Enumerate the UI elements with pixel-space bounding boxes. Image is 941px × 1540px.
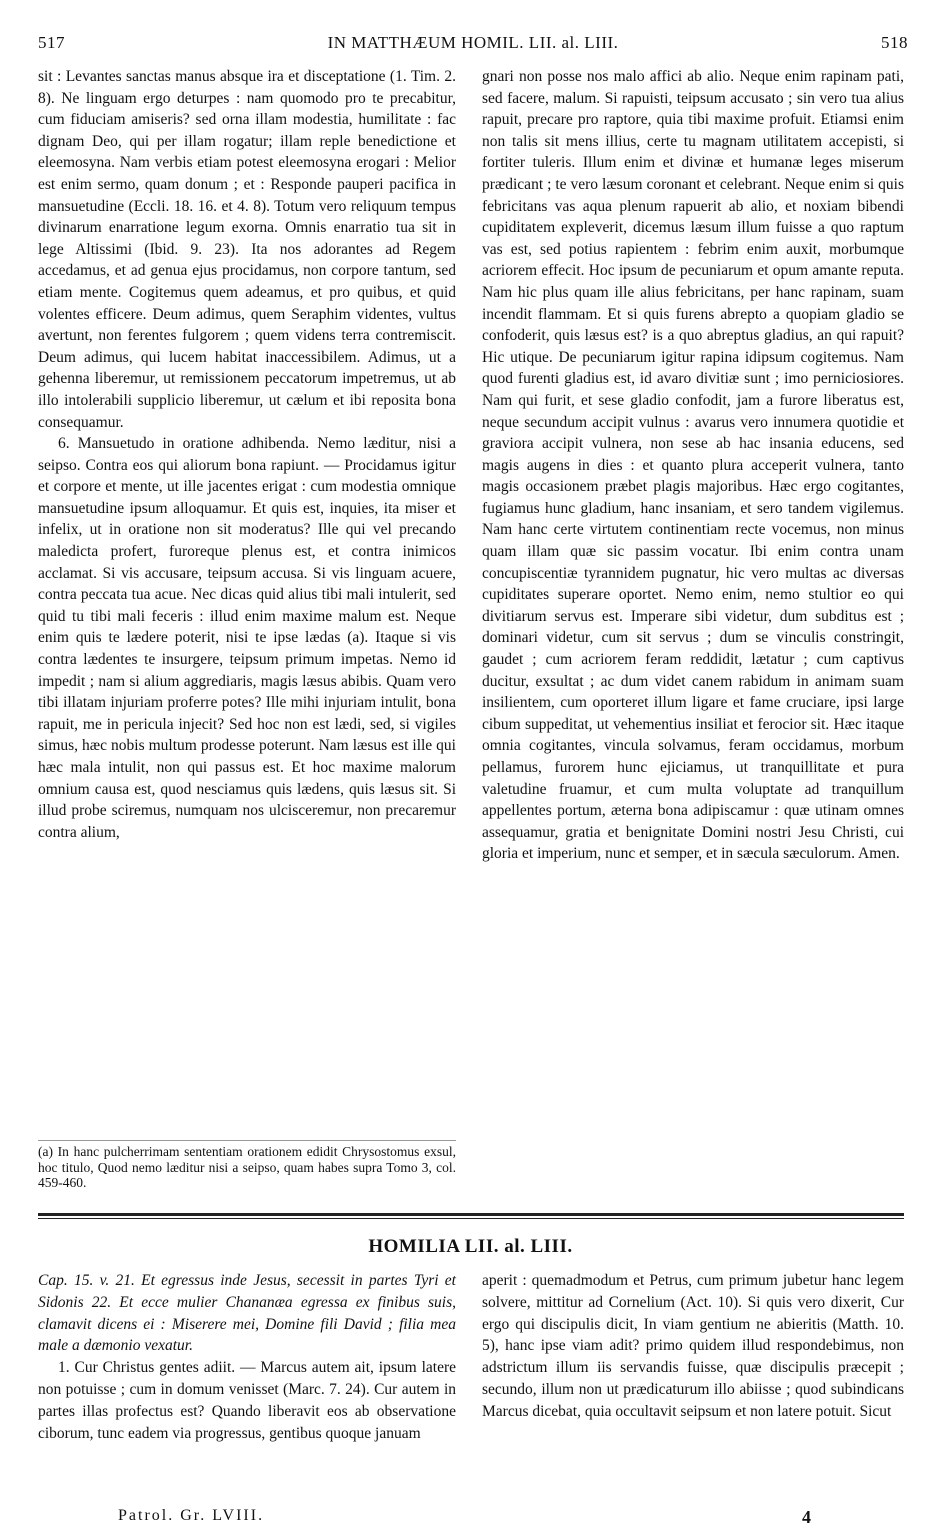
footnote: (a) In hanc pulcherrimam sententiam orationem edidit Chrysostomus exsul, hoc titulo, Quod nemo læditur nisi a seipso, quam habes supra Tomo 3, col. 459-460. — [38, 1140, 456, 1191]
homily-right-body: aperit : quemadmodum et Petrus, cum primum jubetur hanc legem solvere, mittitur ad Cornelium (Act. 10). Si quis vero dixerit, Cur ergo qui discipulis dicit, In viam gentium ne abieritis (Matth. 10. 5), hanc ipse viam adit? primo quidem illud respondebimus, non adstrictum illum iis servandis fuisse, quæ discipulis præcepit ; secundo, illum non ut prædicaturum illo abiisse ; quod subindicans Marcus dicebat, quia occultavit seipsum et non latere potuit. Sicut — [482, 1272, 904, 1420]
signature-mark: 4 — [802, 1507, 811, 1527]
homily-left-column — [38, 1270, 456, 1444]
collection-footer: Patrol. Gr. LVIII. — [118, 1507, 265, 1524]
section-divider — [38, 1213, 904, 1219]
running-header — [38, 33, 908, 59]
running-title: IN MATTHÆUM HOMIL. LII. al. LIII. — [327, 33, 619, 52]
left-paragraph-1: sit : Levantes sanctas manus absque ira et disceptatione (1. Tim. 2. 8). Ne linguam ergo deturpes : nam quomodo pro te precabitur, cum fiduciam amiseris? sed orna illam modestia, humilitate : fac dignam Deo, qui per illam rogatur; illam reple benedictione et eleemosyna. Nam verbis etiam potest eleemosyna erogari : Melior est enim sermo, quam donum ; et : Responde pauperi pacifica in mansuetudine (Eccli. 18. 16. et 4. 8). Totum vero reliquum tempus divinarum enarratione legum exorna. Omnis enarratio tua sit in lege Altissimi (Ibid. 9. 23). Ita nos adorantes ad Regem accedamus, et ad genua ejus procidamus, non corpore tantum, sed etiam mente. Cogitemus quem adeamus, et pro quibus, et quid volentes efficere. Deum adimus, quem Seraphim videntes, vultus avertunt, non ferentes fulgorem ; quem videns terra contremiscit. Deum adimus, qui lucem habitat inaccessibilem. Adimus, ut a gehenna liberemur, ut remissionem peccatorum impetremus, ut ab illo intolerabili supplicio liberemur, ut cælum et ibi reposita bona consequamur. — [38, 68, 456, 431]
right-column — [482, 66, 904, 865]
page-number-left: 517 — [38, 33, 65, 52]
homily-title: HOMILIA LII. al. LIII. — [368, 1236, 573, 1257]
left-column — [38, 66, 456, 843]
page-number-right: 518 — [881, 33, 908, 52]
homily-right-column — [482, 1270, 904, 1423]
homily-left-body: 1. Cur Christus gentes adiit. — Marcus autem ait, ipsum latere non potuisse ; cum in domum venisset (Marc. 7. 24). Cur autem in partes illas profectus est? Quando liberavit eos ab observatione ciborum, tunc eadem via progressus, gentibus quoque januam — [38, 1359, 456, 1442]
right-paragraph-1: gnari non posse nos malo affici ab alio. Neque enim rapinam pati, sed facere, malum. Si rapuisti, teipsum accusato ; sin vero tua alius rapuit, precare pro raptore, quia tibi maxime profuit. Etiamsi enim non talis sit mens illius, certe tu magnam utilitatem accepisti, si fortiter tuleris. Illum enim et divinæ et humanæ leges miserum prædicant ; te vero læsum coronant et celebrant. Neque enim si quis febricitans vas aqua plenum rapuerit ab alio, et noxiam bibendi cupiditatem expleverit, dicemus læsum illum fuisse a quo raptum vas est, sed potius rapientem : febrim enim auxit, morbumque acriorem effecit. Hoc ipsum de pecuniarum et opum amante reputa. Nam hic plus quam ille alius febricitans, per hanc rapinam, suam incendit flammam. Et si quis furens abrepto a quopiam gladio se confoderit, quis læsus est? is a quo abreptus gladius, an qui rapuit? Hic utique. De pecuniarum igitur rapina idipsum cogitemus. Nam quod furenti gladius est, id avaro divitiæ sunt ; imo perniciosiores. Nam qui furit, et sese gladio confodit, jam a furore liberatus est, neque secundum accipit vulnus : avarus vero innumera quotidie et graviora accipit vulnera, non sese ab hac insania educens, sed magis augens in dies : et quanto plura acceperit vulnera, tanto magis occasionem præbet plagis majoribus. Hæc ergo cogitantes, fugiamus hunc gladium, hanc insaniam, et sero tandem vigilemus. Nam hanc certe virtutem continentiam recte vocemus, non minus quam illam quæ sic passim vocatur. Ibi enim contra unam concupiscentiæ tyrannidem pugnatur, hic vero multas ac diversas cupiditates superare oportet. Nemo enim, nemo stultior eo qui divitiarum servus est. Imperare sibi videtur, dum subditus est ; dominari videtur, cum sit servus ; dum se vinculis constringit, gaudet ; cum acriorem feram reddidit, lætatur ; cum captivus ducitur, exsultat ; ac dum videt canem rabidum in animam suam insilientem, cum oporteret illum ligare et fame cruciare, ipsi large cibum suppeditat, ut vehementius insiliat et ferocior sit. Hæc itaque omnia cogitantes, vincula solvamus, feram occidamus, morbum pellamus, furorem hunc ejiciamus, ut tranquillitate et pura valetudine fruamur, et cum multa voluptate ad tranquillum appellentes portum, æterna bona adipiscamur : quæ utinam omnes assequamur, gratia et benignitate Domini nostri Jesu Christi, cui gloria et imperium, nunc et semper, et in sæcula sæculorum. Amen. — [482, 68, 904, 863]
left-paragraph-2: 6. Mansuetudo in oratione adhibenda. Nemo læditur, nisi a seipso. Contra eos qui aliorum bona rapiunt. — Procidamus igitur et corpore et mente, ut ille jacentes erigat : cum modestia omnique mansuetudine ipsum alloquamur. Et quis est, inquies, ita miser et infelix, ut in oratione non sit moderatus? Ille qui vel precando maledicta profert, furoreque plenus est, et contra inimicos acclamat. Si vis accusare, teipsum accusa. Si vis linguam acuere, contra peccata tua acue. Nec dicas quid alius tibi mali intulerit, sed quid tu tibi mali feceris : illud enim maxime malum est. Neque enim quis te lædere poterit, nisi te ipse lædas (a). Itaque si vis contra lædentes te insurgere, teipsum primum impetas. Nemo id impedit ; nam si alium aggrediaris, magis læsus abibis. Quam vero tibi illatam injuriam proferre potes? Ille mihi injuriam intulit, bona rapuit, me in pericula injecit? Sed hoc non est lædi, sed, si vigiles simus, hæc nobis multum prodesse poterunt. Nam læsus est ille qui hæc mala intulit, non qui passus est. Et hoc maxime malorum omnium causa est, quod nesciamus quis lædens, quis læsus sit. Si illud probe sciremus, numquam nos ulcisceremur, non precaremur contra alium, — [38, 435, 456, 841]
chapter-verse: Cap. 15. v. 21. Et egressus inde Jesus, secessit in partes Tyri et Sidonis 22. Et ecce mulier Chananæa egressa ex finibus suis, clamavit dicens ei : Miserere mei, Domine fili David ; filia mea male a dæmonio vexatur. — [38, 1272, 456, 1355]
